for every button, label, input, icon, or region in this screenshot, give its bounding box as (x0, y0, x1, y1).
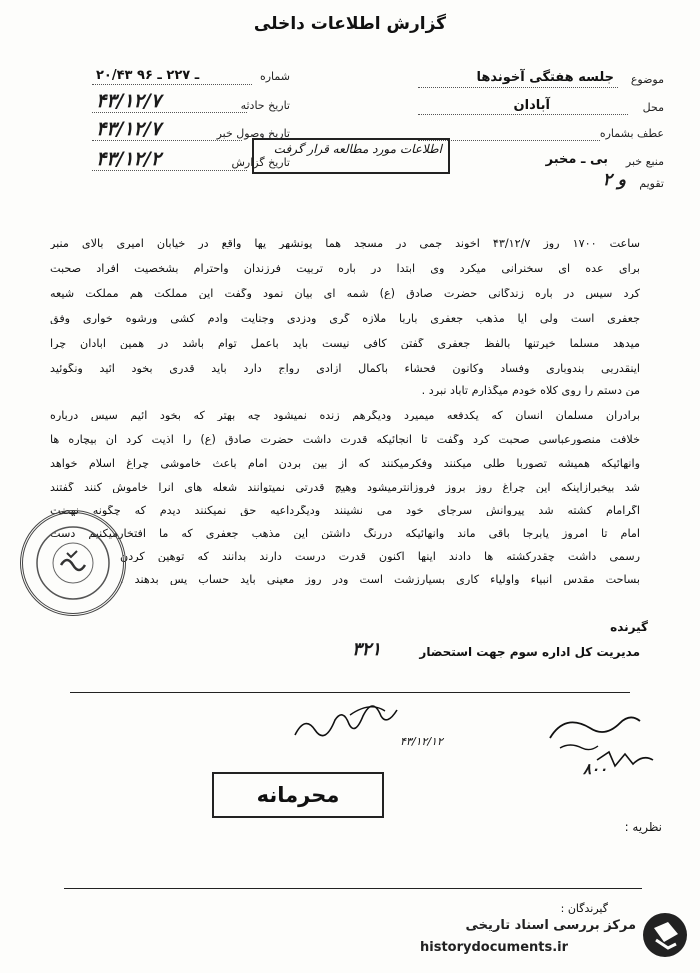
signature-date-2: ۸۰۰ (583, 760, 608, 778)
signature-divider (70, 692, 630, 693)
round-seal (20, 510, 126, 616)
body-line: ساعت ۱۷۰۰ روز ۴۳/۱۲/۷ آخوند جمی در مسجد هما پونشهر پها واقع در خیابان امیری بالای منبر (50, 238, 640, 250)
body-line: شد بیخبرازاینکه این چراغ روز بروز فروزانترمیشود وهیچ قدرتی نمیتوانند شعله های آنرا خاموش کنند گفتند (50, 482, 640, 494)
review-stamp: اطلاعات مورد مطالعه قرار گرفت (252, 138, 450, 174)
body-line: خلافت منصورعباسی صحبت کرد وگفت تا آنجائیکه قدرت داشت حضرت صادق (ع) را اذیت کرد ان بیچاره ها (50, 434, 640, 446)
report-date-value: ۴۳/۱۲/۲ (96, 148, 161, 170)
place-value: آبادان (513, 98, 550, 113)
number-value: ۲۰/۴۳ ـ ۲۲۷ ـ ۹۶ (96, 68, 200, 83)
body-line: میدهد مسلما خیرتنها بالفظ جعفری گفتن کافی نیست باید باعمل توام باشد در همین آبادان چرا (50, 338, 640, 350)
receiver-text: مدیریت کل اداره سوم جهت استحضار (419, 645, 640, 659)
body-line: من دستم را روی کلاه خودم میگذارم تاباد نبرد . (421, 385, 640, 397)
body-line: امام تا امروز پابرجا باقی ماند وآنهائیکه دررنگ داشتن این مذهب جعفری که ما افتخارمیکنیم دست (50, 528, 640, 540)
evaluation-value: و ۲ (602, 170, 626, 190)
watermark-title: مرکز بررسی اسناد تاریخی (465, 918, 636, 933)
number-label: شماره (259, 70, 290, 83)
page-title: گزارش اطلاعات داخلی (253, 14, 447, 34)
bottom-receivers-label: گیرندگان : (560, 902, 608, 915)
receipt-date-label: تاریخ وصول خبر (216, 127, 290, 140)
source-value: بی ـ مخبر (545, 152, 608, 167)
subject-label: موضوع (630, 73, 664, 86)
report-date-label: تاریخ گزارش (231, 156, 290, 169)
archive-logo-icon (640, 910, 690, 960)
body-line: وآنهائیکه همیشه تصوربا طلی میکنند وفکرمیکنند که از بین بردن امام باعث خاموشی چراغ اسلام خواهد (50, 458, 640, 470)
place-label: محل (642, 101, 664, 114)
event-date-label: تاریخ حادثه (240, 99, 290, 112)
body-line: برای عده ای سخنرانی میکرد وی ابتدا در باره تربیت فرزندان واحترام بشخصیت افراد صحبت (50, 263, 640, 275)
reference-label: عطف بشماره (599, 127, 664, 140)
classified-stamp: محرمانه (212, 772, 384, 818)
body-line: رسمی داشت چقدرکشته ها دادند اینها اکنون قدرت درست دارند بدانند که توهین کردن (120, 551, 640, 563)
body-line: اینقدربی بندوباری وفساد وکانون فحشاء باکمال آزادی رواج دارد باید قدری بخود آئید ونگوئید (50, 363, 640, 375)
source-label: منبع خبر (625, 155, 664, 168)
receiver-label: گیرنده (610, 620, 648, 634)
receiver-number: ۳۲۱ (352, 639, 382, 660)
body-line: برادران مسلمان انسان که یکدفعه میمیرد ودیگرهم زنده نمیشود چه بهتر که بخود آئیم سپس درباره (50, 410, 640, 422)
body-line: کرد سپس در باره زندگانی حضرت صادق (ع) شمه ای بیان نمود وگفت این مملکت هم مملکت شیعه (50, 288, 640, 300)
subject-value: جلسه هفتگی آخوندها (476, 70, 614, 85)
receipt-date-value: ۴۳/۱۲/۷ (96, 118, 161, 140)
body-line: بساحت مقدس انبیاء واولیاء کاری بسیارزشت است ودر روز معینی باید حساب پس بدهند . (120, 574, 640, 586)
event-date-value: ۴۳/۱۲/۷ (96, 90, 161, 112)
body-line: جعفری است ولی آیا مذهب جعفری باربا ملازه گری ودزدی وجنایت وادم کشی ورشوه خواری وفق (50, 313, 640, 325)
signature-date-1: ۴۳/۱۲/۱۲ (400, 735, 443, 748)
body-line: اگرامام کشته شد پیروانش سرجای خود می نشینند ودیگرداعیه حق نمیکنند دیدم که چگونه نهضت (50, 505, 640, 517)
bottom-divider (64, 888, 642, 889)
evaluation-label: تقویم (639, 177, 664, 190)
opinion-label: نظریه : (624, 820, 662, 834)
watermark-url: historydocuments.ir (420, 940, 569, 955)
